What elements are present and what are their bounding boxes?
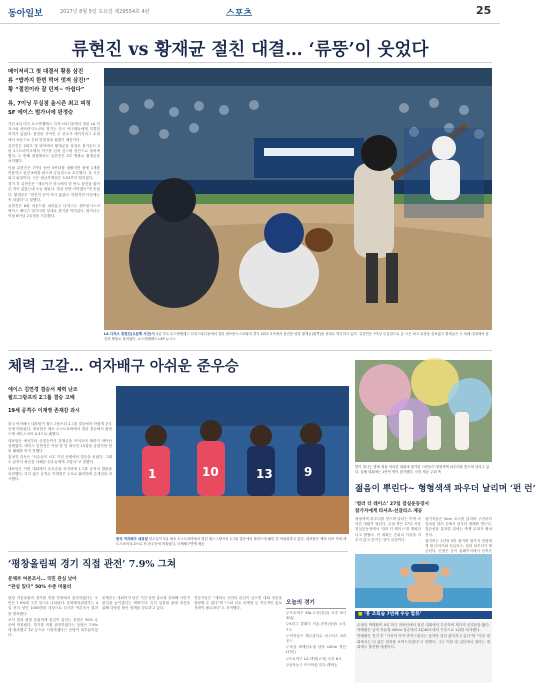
article1-photo-caption: LA 다저스 류현진(오른쪽 사진)이 4일 미국 로스앤젤레스 다저스타디움에서 열린 샌프란시스코와의 경기 2회초 2사에서 삼진을 당한 황재균(왼쪽)을 상대로 역투하고 있다. 류현진은 7이닝 무실점으로 올 시즌 최고 피칭을 선보였고 황재균은 두 차례 대결에서 삼진과 땅볼로 물러났다. 로스앤젤레스=AP 뉴시스 (104, 332, 489, 341)
newspaper-logo: 동아일보 (8, 9, 43, 19)
article5-body: 수영의 박태환이 4일 미국 어바인에서 열린 대회에서 우승하며 재기의 신호탄을 쐈다. 박태환은 남자 자유형 400m 결승에서 3분46초대의 기록으로 1위를 차지했다. 박태환은 경기 후 “기록이 아직 만족스럽지는 않지만 점점 좋아지고 있다”며 “다음 대회에서는 더 좋은 결과를 보여드리겠다”고 말했다. 그는 이달 말 일본에서 열리는 대회에도 출전할 예정이다. (355, 621, 492, 683)
article1-subheadline: 메이저리그 첫 대결서 황통 삼진 류 “밥까지 한번 먹어 멋져 삼진!” 황 “절친이라 잘 던져~ 아쉽다” 류, 7이닝 무실점 올시즌 최고 피칭 SF 에이스 범가너에 판정승 (8, 69, 91, 116)
article4-column-2: 문체부는 대회까지 남은 기간 동안 홍보를 강화해 국민적 관심을 높이겠다는 계획이다. 특히 입장권 판매 촉진을 위해 다양한 할인 정책을 검토하고 있다. (102, 596, 190, 611)
article3-headline: 젊음이 뿌린다~ 형형색색 파우더 날리며 ‘펀 런’ (355, 484, 536, 494)
volleyball-photo-illustration (116, 386, 349, 534)
svg-text:13: 13 (256, 467, 273, 481)
today-games-title: 오늘의 경기 (286, 598, 346, 609)
article5-title-bar: ■ ‘흥 조회습 7번째 우승 합류’ (355, 611, 492, 619)
svg-text:1: 1 (148, 467, 157, 481)
article2-headline: 체력 고갈… 여자배구 아쉬운 준우승 (8, 358, 239, 375)
article4-column-1: 평창 겨울올림픽 경기를 직접 현장에서 관전하겠다는 국민은 7.9%에 그친 것으로 나타났다. 문화체육관광부는 4일 전국 성인 1000명을 대상으로 실시한 여론조사 결과를 발표했다. 조사 결과 평창 올림픽에 관심이 있다는 응답은 50% 수준에 머물렀다. 경기를 직접 관전하겠다는 응답은 7.9%에 불과했고 TV 등으로 시청하겠다는 응답이 대부분이었다. (8, 596, 98, 638)
baseball-photo-illustration (104, 68, 492, 330)
page-number: 25 (476, 4, 492, 17)
svg-text:10: 10 (202, 465, 219, 479)
article2-subheadline: 에이스 김연경 결승서 체력 난조 월드그랑프리 2그룹 결승 고배 19세 공격수 이재영 존재감 과시 (8, 387, 80, 414)
section-divider-1 (8, 350, 492, 351)
article3-photo-caption: 별이 빛나는 밤에 청춘 마라톤 대회에 참가한 시민들이 형형색색 파우더를 맞으며 달리고 있다. 올해 대회에는 1만여 명이 참가했다. 사진 제공 주최 측 (355, 465, 490, 474)
baseball-photo (104, 68, 492, 330)
color-run-photo-illustration (355, 360, 492, 462)
article4-column-3: 전문가들은 “개최국 국민의 관심이 낮으면 대회 성공을 장담할 수 없다”며 “스타 선수 마케팅 등 적극적인 홍보 전략이 필요하다”고 지적했다. (194, 596, 282, 611)
headline-divider (8, 62, 492, 63)
article3-column-1: 형형색색 파우더를 맞으며 달리는 이색 마라톤 대회가 열린다. 주최 측은 27일 서울 잠실운동장에서 ‘컬러 더 레이스’를 개최한다고 밝혔다. 이 대회는 순위나 기록을 겨루지 않고 즐기는 것이 특징이다. (355, 517, 421, 542)
svg-text:9: 9 (304, 465, 313, 479)
article3-column-2: 참가자들은 5km 코스를 달리며 구간마다 설치된 컬러 존에서 파우더 세례를 받는다. 결승선을 통과한 뒤에는 축제 무대가 펼쳐진다. 참가비는 1인당 5만 원이며 참가자 전원에게 흰 티셔츠와 선글라스, 컬러 파우더가 제공된다. 신청은 공식 홈페이지에서 선착순 (425, 517, 493, 554)
swimmer-photo (355, 554, 492, 608)
today-games-box: 오늘의 경기 ▽프로야구 KIA-두산(잠실) 오후 6시 30분 ▽K리그 클래식 서울-전북(상암) 오후 7시 ▽여자골프 제주삼다수 마스터스 3라운드 ▽육상 세계선수권 남자 100m 결선(런던) ▽프로야구 LG-넥센(고척) 오후 6시 ▽남자농구 아시아컵 한국-레바논 (286, 600, 346, 667)
dateline: 2017년 8월 5일 토요일 제29554호 4판 (60, 9, 150, 15)
article1-column-1: 지난 4일 미국 로스앤젤레스 다저스타디움에서 열린 LA 다저스와 샌프란시스코의 경기는 한국 야구팬들에게 특별한 의미가 있었다. 절친한 사이인 두 선수가 메이저리그 무대에서 처음으로 투타 맞대결을 펼쳤기 때문이다. 류현진은 2회초 첫 타석에서 황재균을 상대로 볼카운트 2볼 2스트라이크에서 직구를 던져 헛스윙 삼진으로 돌려세웠다. 두 번째 대결에서도 류현진은 3루 땅볼로 황재균을 처리했다. 이날 류현진은 7이닝 동안 5안타를 내줬지만 볼넷 1개를 허용하고 삼진 8개를 잡으며 무실점으로 호투했다. 올 시즌 최고 피칭이다. 시즌 평균자책점은 3.53까지 떨어졌다. 경기 후 류현진은 “재균이가 한국에서 한 번도 삼진을 잡아본 적이 없었는데 오늘 잡았다. 밥을 한번 사야겠다”며 웃었다. 황재균은 “현진이 공이 역시 좋았다. 아쉽지만 다음에는 꼭 치겠다”고 말했다. 류현진은 8회 마운드를 내려갔고 다저스는 샌프란시스코 에이스 매디슨 범가너를 상대로 경기를 이어갔다. 범가너는 이날 6이닝 2실점을 기록했다. (8, 122, 100, 219)
article2-photo-caption: 한국 여자배구 대표팀 선수들이 5일 체코 오스트라바에서 열린 월드그랑프리 2그룹 결승에서 폴란드에 패한 뒤 아쉬워하고 있다. 대표팀은 체력 난조 속에 세트스코어 0-3으로 져 준우승에 머물렀다. 국제배구연맹 제공 (116, 537, 347, 546)
section-divider-2 (8, 551, 348, 552)
article4-subheadline: 문체부 여론조사… 국민 관심 낮아 “관심 있다” 50% 수준 머물러 (8, 577, 77, 590)
article1-headline: 류현진 vs 황재균 절친 대결… ‘류뚱’이 웃었다 (71, 40, 429, 60)
article4-headline: ‘평창올림픽 경기 직접 관전’ 7.9% 그쳐 (8, 559, 177, 570)
article2-column-1: 한국 여자배구 대표팀이 월드그랑프리 2그룹 결승에서 아쉽게 준우승에 머물렀다. 대표팀은 체코 오스트라바에서 열린 결승에서 폴란드에 세트스코어 0-3으로 패했다. 대표팀은 예선부터 준결승까지 강행군을 이어오며 체력이 바닥난 상태였다. 에이스 김연경은 이날 양 팀 최다인 15점을 올렸지만 팀의 패배를 막지 못했다. 홍성진 감독은 “선수들이 너무 지친 상태에서 결승을 치렀다. 그래도 끝까지 최선을 다해준 선수들에게 고맙다”고 말했다. 대표팀은 이번 대회에서 준우승을 차지하며 1그룹 승격의 발판을 마련했다. 특히 젊은 공격수 이재영은 주포로 활약하며 존재감을 과시했다. (8, 422, 113, 482)
masthead (0, 0, 500, 24)
color-run-photo (355, 360, 492, 462)
article3-subheadline: ‘컬러 더 레이스’ 27일 잠실운동장서 참가자에게 타셔츠-선글라스 제공 (355, 502, 429, 514)
volleyball-photo (116, 386, 349, 534)
section-title: 스포츠 (226, 9, 253, 19)
swimmer-photo-illustration (355, 554, 492, 608)
